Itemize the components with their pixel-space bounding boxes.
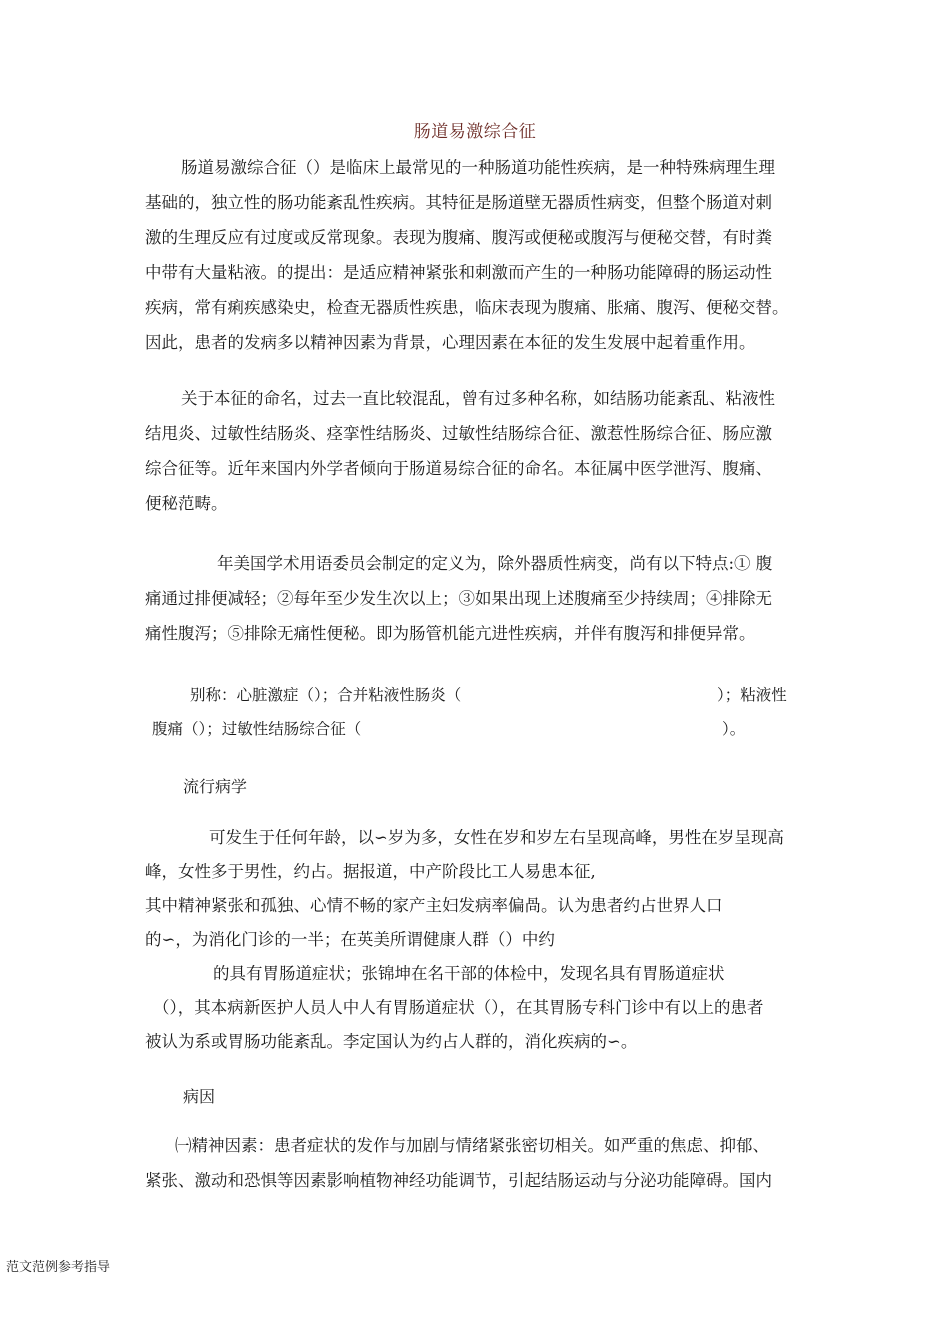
alias-text: ）。 (722, 720, 746, 738)
intro-line: 中带有大量粘液。的提出：是适应精神紧张和刺激而产生的一种肠功能障碍的肠运动性 (145, 263, 772, 282)
intro-line: 疾病，常有痢疾感染史，检查无器质性疾患，临床表现为腹痛、胀痛、腹泻、便秘交替。 (145, 298, 789, 317)
naming-line: 结甩炎、过敏性结肠炎、痉挛性结肠炎、过敏性结肠综合征、激惹性肠综合征、肠应激 (145, 424, 772, 443)
definition-line: 痛性腹泻；⑤排除无痛性便秘。即为肠管机能亢进性疾病，并伴有腹泻和排便异常。 (145, 624, 756, 643)
etiology-paragraph (145, 1128, 815, 1198)
intro-line: 激的生理反应有过度或反常现象。表现为腹痛、腹泻或便秘或腹泻与便秘交替，有时粪 (145, 228, 772, 247)
epidemiology-paragraph (145, 821, 815, 1059)
epidemiology-line: 被认为系或胃肠功能紊乱。李定国认为约占人群的，消化疾病的∽。 (145, 1032, 638, 1051)
alias-text: 腹痛（）；过敏性结肠综合征（ (152, 720, 362, 738)
naming-line: 综合征等。近年来国内外学者倾向于肠道易综合征的命名。本征属中医学泄泻、腹痛、 (145, 459, 772, 478)
epidemiology-line: 其中精神紧张和孤独、心情不畅的家产主妇发病率偏咼。认为患者约占世界人口 (145, 896, 723, 915)
alias-text: 别称：心脏激症（）；合并粘液性肠炎（ (190, 686, 462, 704)
intro-paragraph (145, 150, 815, 360)
definition-line: 痛通过排便减轻；②每年至少发生次以上；③如果出现上述腹痛至少持续周；④排除无 (145, 589, 772, 608)
epidemiology-line: 可发生于任何年龄，以∽岁为多，女性在岁和岁左右呈现高峰，男性在岁呈现高 (209, 828, 784, 847)
etiology-line: 紧张、激动和恐惧等因素影响植物神经功能调节，引起结肠运动与分泌功能障碍。国内 (145, 1171, 772, 1190)
epidemiology-line: 的∽，为消化门诊的一半；在英美所谓健康人群（）中约 (145, 930, 555, 949)
page-footer: 范文范例参考指导 (6, 1260, 111, 1275)
document-title: 肠道易激综合征 (413, 122, 537, 142)
epidemiology-line: 峰，女性多于男性，约占。据报道，中产阶段比工人易患本征, (145, 862, 596, 881)
section-heading-epidemiology: 流行病学 (183, 777, 248, 796)
etiology-line: ㈠精神因素：患者症状的发作与加剧与情绪紧张密切相关。如严重的焦虑、抑郁、 (175, 1136, 769, 1155)
intro-line: 肠道易激综合征（）是临床上最常见的一种肠道功能性疾病，是一种特殊病理生理 (181, 158, 775, 177)
definition-paragraph (145, 546, 815, 651)
alias-text: ）；粘液性 (717, 686, 787, 704)
intro-line: 因此，患者的发病多以精神因素为背景，心理因素在本征的发生发展中起着重作用。 (145, 333, 756, 352)
definition-line: 年美国学术用语委员会制定的定义为，除外器质性病变，尚有以下特点:① 腹 (217, 554, 773, 573)
naming-paragraph (145, 381, 815, 521)
epidemiology-line: 的具有胃肠道症状；张锦坤在名干部的体检中，发现名具有胃肠道症状 (213, 964, 725, 983)
section-heading-etiology: 病因 (183, 1087, 216, 1106)
naming-line: 关于本征的命名，过去一直比较混乱，曾有过多种名称，如结肠功能紊乱、粘液性 (181, 389, 775, 408)
naming-line: 便秘范畴。 (145, 494, 228, 513)
intro-line: 基础的，独立性的肠功能紊乱性疾病。其特征是肠道壁无器质性病变，但整个肠道对刺 (145, 193, 772, 212)
epidemiology-line: （），其本病新医护人员人中人有胃肠道症状（），在其胃肠专科门诊中有以上的患者 (153, 998, 764, 1017)
